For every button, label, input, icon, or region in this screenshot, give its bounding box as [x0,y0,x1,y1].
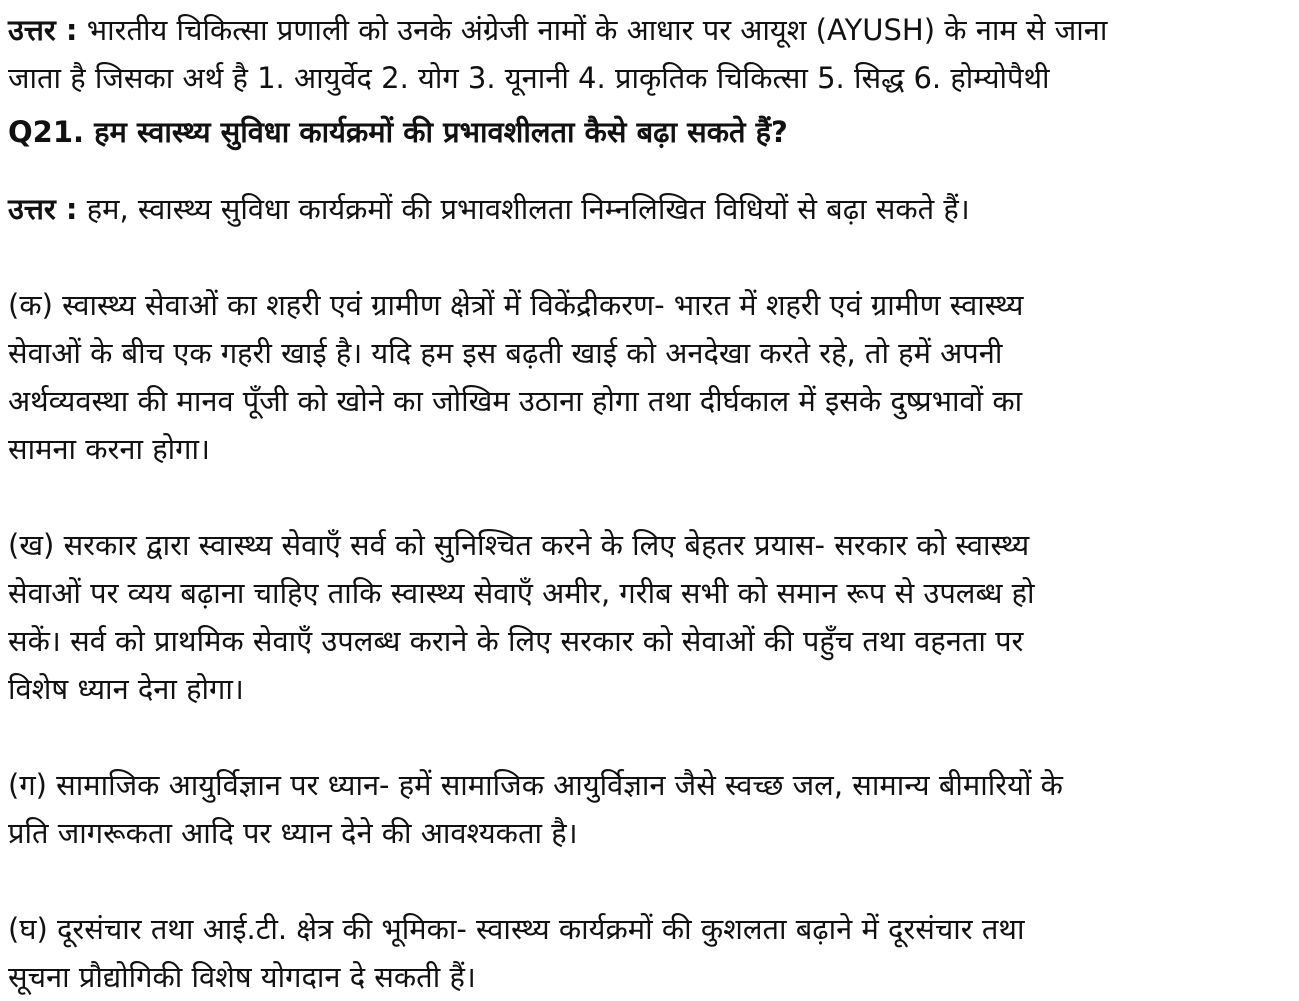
point-line: अर्थव्यवस्था की मानव पूँजी को खोने का जोखिम उठाना होगा तथा दीर्घकाल में इसके दुष्प्रभावों का [8,384,1023,418]
point-line: विशेष ध्यान देना होगा। [8,672,244,706]
point-line: प्रति जागरूकता आदि पर ध्यान देने की आवश्यकता है। [8,816,578,850]
point-line: (ग) सामाजिक आयुर्विज्ञान पर ध्यान- हमें सामाजिक आयुर्विज्ञान जैसे स्वच्छ जल, सामान्य बीमारियों के [8,768,1063,802]
intro-line-1 [8,6,1291,54]
point-kha [8,521,1291,713]
intro-answer [8,6,1291,102]
point-line: (घ) दूरसंचार तथा आई.टी. क्षेत्र की भूमिका- स्वास्थ्य कार्यक्रमों की कुशलता बढ़ाने में दूरसंचार तथा [8,912,1025,946]
answer-intro-text: हम, स्वास्थ्य सुविधा कार्यक्रमों की प्रभावशीलता निम्नलिखित विधियों से बढ़ा सकते हैं। [86,192,970,226]
answer-label: उत्तर : [8,13,78,47]
point-line: (क) स्वास्थ्य सेवाओं का शहरी एवं ग्रामीण क्षेत्रों में विकेंद्रीकरण- भारत में शहरी एवं ग्रामीण स्वास्थ्य [8,288,1024,322]
point-ga [8,761,1291,857]
question-heading: Q21. हम स्वास्थ्य सुविधा कार्यक्रमों की प्रभावशीलता कैसे बढ़ा सकते हैं? [8,115,788,149]
point-ka [8,281,1291,473]
answer-intro [8,185,1291,233]
point-line: सामना करना होगा। [8,432,210,466]
point-line: सेवाओं पर व्यय बढ़ाना चाहिए ताकि स्वास्थ्य सेवाएँ अमीर, गरीब सभी को समान रूप से उपलब्ध हो [8,576,1035,610]
point-line: सूचना प्रौद्योगिकी विशेष योगदान दे सकती हैं। [8,960,476,994]
intro-text-1: भारतीय चिकित्सा प्रणाली को उनके अंग्रेजी नामों के आधार पर आयूश (AYUSH) के नाम से जाना [86,13,1108,47]
point-line: (ख) सरकार द्वारा स्वास्थ्य सेवाएँ सर्व को सुनिश्चित करने के लिए बेहतर प्रयास- सरकार को स्वास्थ्य [8,528,1030,562]
point-line: सकें। सर्व को प्राथमिक सेवाएँ उपलब्ध कराने के लिए सरकार को सेवाओं की पहुँच तथा वहनता पर [8,624,1024,658]
answer-label: उत्तर : [8,192,78,226]
intro-line-2: जाता है जिसका अर्थ है 1. आयुर्वेद 2. योग 3. यूनानी 4. प्राकृतिक चिकित्सा 5. सिद्ध 6. होम्योपैथी [8,61,1050,95]
point-line: सेवाओं के बीच एक गहरी खाई है। यदि हम इस बढ़ती खाई को अनदेखा करते रहे, तो हमें अपनी [8,336,1003,370]
point-gha [8,905,1291,1001]
